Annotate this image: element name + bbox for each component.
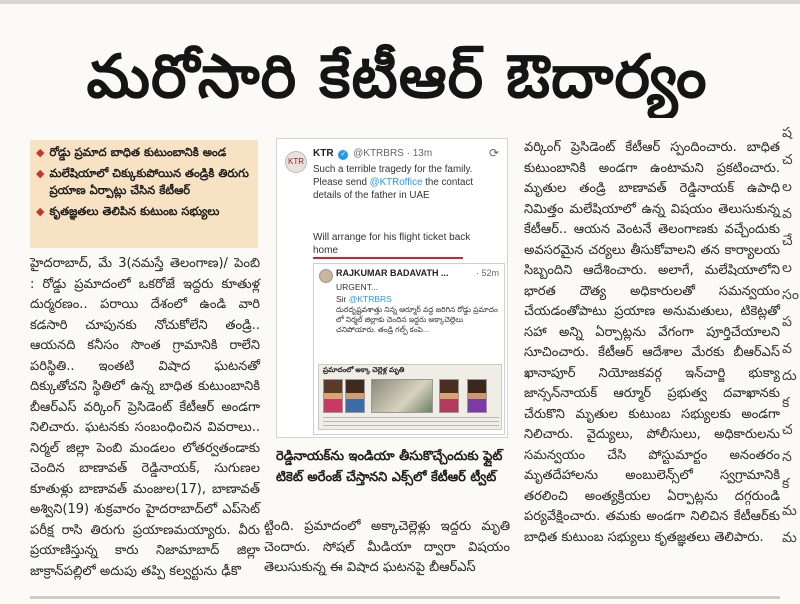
fragment-line: వ bbox=[782, 206, 792, 222]
newspaper-clipping-image bbox=[318, 364, 502, 430]
article-paragraph: హైదరాబాద్, మే 3(నమస్తే తెలంగాణ)/ పెంబి : రోడ్డు ప్రమాదంలో ఒకరోజే ఇద్దరు కూతుళ్ల దుర్మరణం.. పరాయి దేశంలో ఉండి వారి కడసారి చూపునకు నోచుకోలేని తండ్రి.. ఆయనది కనీసం సొంత గ్రామానికి రాలేని పరిస్థితి.. ఇంతటి విషాద ఘటనతో దిక్కుతోచని స్థితిలో ఉన్న బాధిత కుటుంబానికి బీఆర్ఎస్ వర్కింగ్ ప్రెసిడెంట్ కేటీఆర్ అండగా నిలిచారు. ఘటనకు సంబంధించిన వివరాలు.. నిర్మల్ జిల్లా పెంబి మండలం లోతర్వతండాకు చెందిన బాణావత్ రెడ్డినాయక్, సుగుణల కూతుళ్లు బాణావత్ మంజుల(17), బాణావత్ అశ్విని(19) శుక్రవారం హైదరాబాద్‌లో ఎప్‌సెట్ పరీక్ష రాసి తిరుగు ప్రయాణమయ్యారు. వీరు ప్రయాణిస్తున్న కారు నిజామాబాద్ జిల్లా జాక్రాన్‌పల్లిలో అదుపు తప్పి కల్వర్టును ఢీకొ bbox=[30, 256, 260, 579]
fragment-line: చ bbox=[782, 152, 793, 168]
top-rule bbox=[0, 0, 800, 4]
highlight-underline bbox=[313, 257, 463, 259]
portrait-photo bbox=[439, 379, 459, 413]
summary-box bbox=[30, 140, 258, 248]
accident-photo bbox=[371, 379, 433, 413]
portrait-photo bbox=[345, 379, 365, 413]
tweet-author-name: KTR bbox=[313, 148, 334, 159]
clipping-text-lines bbox=[323, 417, 499, 429]
clipping-headline: ప్రమాదంలో అక్కా చెల్లెళ్ల మృతి bbox=[323, 367, 405, 374]
bullet-icon: ◆ bbox=[36, 205, 45, 218]
article-paragraph: వర్కింగ్ ప్రెసిడెంట్ కేటీఆర్ స్పందించారు. బాధిత కుటుంబానికి అండగా ఉంటామని ప్రకటించారు. మృతుల తండ్రి బాణావత్ రెడ్డినాయక్ ఉపాధి నిమిత్తం మలేషియాలో ఉన్న విషయం తెలుసుకున్న కేటీఆర్.. ఆయన వెంటనే తెలంగాణకు వచ్చేందుకు అవసరమైన చర్యలు తీసుకోవాలని తన కార్యాలయ సిబ్బందిని ఆదేశించారు. అలాగే, మలేషియాలోని భారత దౌత్య అధికారులతో సమన్వయం చేయడంతోపాటు ప్రయాణ అనుమతులు, టికెట్లతో సహా అన్ని ఏర్పాట్లను వేగంగా పూర్తిచేయాలని సూచించారు. కేటీఆర్ ఆదేశాల మేరకు బీఆర్ఎస్ ఖానాపూర్ నియోజకవర్గ ఇన్‌చార్జి భుక్యా జాన్సన్‌నాయక్ ఆర్మూర్ ప్రభుత్వ దవాఖానకు చేరుకొని మృతుల కుటుంబ సభ్యులకు అండగా నిలిచారు. వైద్యులు, పోలీసులు, అధికారులను సమన్వయం చేసి పోస్టుమార్టం అనంతరం మృతదేహాలను అంబులెన్స్‌లో స్వగ్రామానికి తరలించి అంత్యక్రియల ఏర్పాట్లను దగ్గరుండి పర్యవేక్షించారు. తమకు అండగా నిలిచిన కేటీఆర్‌కు బాధిత కుటుంబ సభ్యులు కృతజ్ఞతలు తెలిపారు. bbox=[524, 140, 780, 545]
tweet-text-part: the contact details of the father in UAE bbox=[313, 177, 474, 201]
fragment-line: న bbox=[782, 449, 792, 465]
fragment-line: క bbox=[782, 395, 790, 411]
fragment-line: ప bbox=[782, 314, 792, 330]
avatar bbox=[319, 269, 333, 283]
verified-icon: ✓ bbox=[338, 150, 348, 160]
bottom-rule bbox=[30, 596, 780, 599]
quoted-mention: @KTRBRS bbox=[348, 293, 392, 304]
fragment-line: మ bbox=[782, 503, 797, 519]
article-column-right bbox=[524, 138, 780, 548]
tweet-handle: @KTRBRS · 13m bbox=[353, 148, 433, 159]
fragment-line: ష bbox=[782, 125, 792, 141]
fragment-line: ల bbox=[782, 179, 792, 195]
fragment-line: దు bbox=[782, 368, 797, 384]
tweet-screenshot bbox=[276, 138, 508, 438]
summary-item bbox=[36, 203, 252, 220]
fragment-line: క bbox=[782, 476, 790, 492]
quoted-sir: Sir bbox=[336, 293, 349, 304]
summary-text: కృతజ్ఞతలు తెలిపిన కుటుంబ సభ్యులు bbox=[49, 204, 220, 218]
summary-text: మలేషియాలో చిక్కుకుపోయిన తండ్రికి తిరుగు ప్రయాణ ఏర్పాట్లు చేసిన కేటీఆర్ bbox=[49, 166, 249, 197]
fragment-line: చే bbox=[782, 233, 793, 249]
fragment-line: చ bbox=[782, 422, 793, 438]
article-paragraph: ట్టింది. ప్రమాదంలో అక్కాచెల్లెళ్లు ఇద్దరు మృతి చెందారు. సోషల్ మీడియా ద్వారా విషయం తెలుసుకున్న ఈ విషాద ఘటనపై బీఆర్ఎస్ bbox=[264, 519, 510, 575]
headline: మరోసారి కేటీఆర్ ఔదార్యం bbox=[86, 42, 708, 112]
summary-text: రోడ్డు ప్రమాద బాధిత కుటుంబానికి అండ bbox=[49, 145, 227, 159]
tweet-highlight-text: Will arrange for his flight ticket back home bbox=[313, 232, 471, 256]
avatar: KTR bbox=[285, 151, 307, 173]
quoted-author-name: RAJKUMAR BADAVATH ... bbox=[336, 268, 449, 278]
fragment-line: సం bbox=[782, 287, 799, 303]
tweet-mention: @KTRoffice bbox=[369, 177, 423, 188]
image-caption: రెడ్డినాయక్‌ను ఇండియా తీసుకొచ్చేందుకు ఫ్లైట్ టికెట్ అరేంజ్ చేస్తానని ఎక్స్‌లో కేటీఆర్ ట్వీట్ bbox=[276, 449, 503, 485]
quoted-text bbox=[336, 282, 502, 335]
fragment-line: వ bbox=[782, 341, 792, 357]
article-column-middle bbox=[264, 517, 510, 579]
bullet-icon: ◆ bbox=[36, 167, 45, 180]
article-column-left bbox=[30, 254, 260, 582]
refresh-icon: ⟳ bbox=[489, 146, 500, 160]
quoted-tweet bbox=[313, 263, 505, 435]
quoted-time: · 52m bbox=[476, 268, 500, 278]
tweet-text bbox=[313, 163, 499, 202]
tweet-header bbox=[313, 148, 432, 160]
portrait-photo bbox=[467, 379, 487, 413]
tweet-text-part: Such a terrible tragedy for the family. Please send bbox=[313, 164, 473, 188]
portrait-photo bbox=[323, 379, 343, 413]
summary-item bbox=[36, 165, 252, 199]
fragment-line: ల bbox=[782, 260, 792, 276]
quoted-body: దురదృష్టవశాత్తు నిన్న ఆర్మూర్ వద్ద జరిగిన రోడ్డు ప్రమాదం లో నిర్మల్ జిల్లాకు చెందిన ఇద్దరు అక్కాచెల్లెలు చనిపోయారు. తండ్రి గల్ఫ్ కంపె... bbox=[336, 305, 498, 334]
adjacent-column-fragment bbox=[782, 120, 800, 580]
fragment-line: మ bbox=[782, 530, 797, 546]
summary-item bbox=[36, 144, 252, 161]
quoted-urgent: URGENT... bbox=[336, 282, 379, 292]
bullet-icon: ◆ bbox=[36, 146, 45, 159]
